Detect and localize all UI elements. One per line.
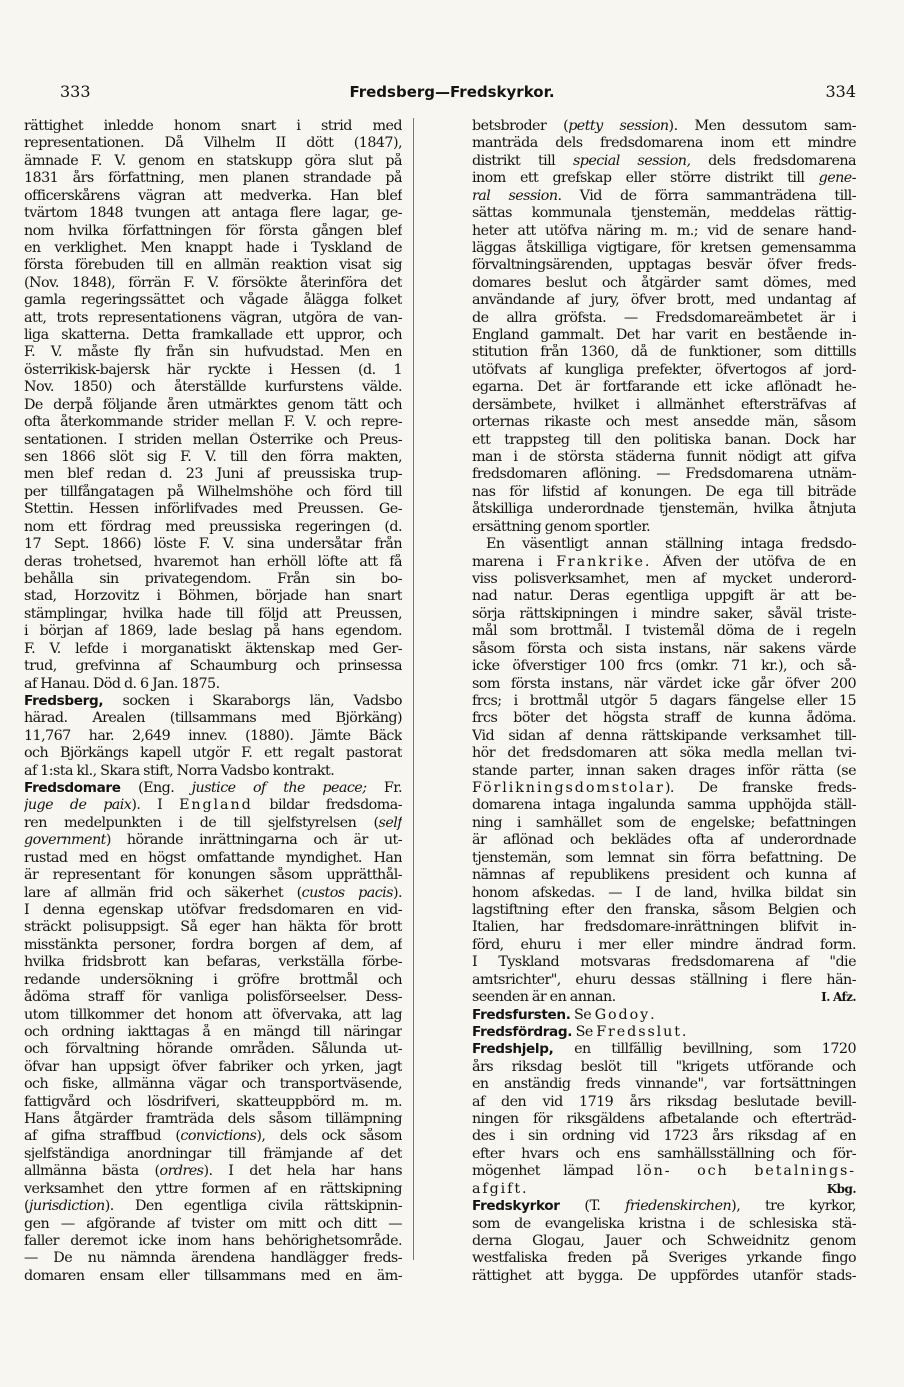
text-line: derna Glogau, Jauer och Schweidnitz genom <box>472 1233 856 1249</box>
text-line: ådöma straff för vanliga polisförseelser. Dess- <box>24 989 402 1006</box>
text-line: honom afskedas. — I de land, hvilka bildat sin <box>472 884 856 901</box>
text-line: stämplingar, hvilka hade till följd att Preussen, <box>24 605 402 622</box>
text-line: trud, grefvinna af Schaumburg och prinsessa <box>24 658 402 675</box>
text-line: hör det fredsdomaren att söka medla mellan tvi- <box>472 745 856 762</box>
text-line: F. V. lefde i morganatiskt äktenskap med Ger- <box>24 640 402 657</box>
text-line: fredsdomaren aflöning. — Fredsdomarena utnäm- <box>472 466 856 483</box>
text-line: sen 1866 slöt sig F. V. till den förra makten, <box>24 449 402 466</box>
text-line: man i de största städerna funnit nödigt att gifva <box>472 449 856 466</box>
text-line: användande af jury, öfver brott, med undantag af <box>472 292 856 309</box>
entry-headword: Fredsfördrag. <box>472 1023 573 1040</box>
text-line: 1831 års författning, men planen strandade på <box>24 170 402 187</box>
text-line: inom ett grefskap eller större distrikt till gene- <box>472 170 856 187</box>
entry-fredskyrkor <box>472 1198 856 1285</box>
text-line: såsom första och sista instans, när sakens värde <box>472 640 856 657</box>
paragraph <box>472 797 856 989</box>
column-divider <box>413 118 414 1260</box>
text-line: frcs; i brottmål utgör 5 dagars fängelse eller 15 <box>472 692 856 709</box>
text-line: Fredsfursten. Se Godoy. <box>472 1006 655 1023</box>
text-line: gamla regeringssättet och vågade ålägga folket <box>24 292 402 309</box>
text-line: nad natur. Deras egentliga uppgift är att be- <box>472 588 856 605</box>
entry-friedrich-wilhelm-continued <box>24 118 402 693</box>
paragraph <box>472 571 856 780</box>
text-line: som första instans, när värdet icke går öfver 200 <box>472 675 856 692</box>
text-line: och förvaltning hörande områden. Sålunda ut- <box>24 1041 402 1058</box>
text-line: I denna egenskap utöfvar fredsdomaren en vid- <box>24 901 402 918</box>
text-line: redande undersökning i gröfre brottmål och <box>24 971 402 988</box>
page-number-right: 334 <box>825 82 856 101</box>
text-line: (jurisdiction). Den egentliga civila rättskipnin- <box>24 1198 402 1215</box>
text-line: viss polisverksamhet, men af mycket underord- <box>472 570 856 587</box>
text-line: österrikisk-bajersk här ryckte i Hessen (d. 1 <box>24 361 402 378</box>
text-line: government) hörande inrättningarna och är ut- <box>24 832 402 849</box>
text-line: 11,767 har. 2,649 innev. (1880). Jämte Bäck <box>24 727 402 744</box>
page-number-left: 333 <box>60 82 91 101</box>
text-line: egarna. Det är fortfarande ett icke aflönadt he- <box>472 379 856 396</box>
entry-headword: Fredsfursten. <box>472 1006 571 1023</box>
text-line: officerskårens vägran att medverka. Han blef <box>24 187 402 204</box>
text-line: faller deremot icke inom hans behörighetsområde. <box>24 1233 402 1249</box>
text-line: Fredskyrkor (T. friedenskirchen), tre kyrkor, <box>472 1198 856 1215</box>
text-line: F. V. måste fly från sin hufvudstad. Men en <box>24 344 402 361</box>
text-line: men blef redan d. 23 Juni af preussiska trup- <box>24 466 402 483</box>
text-line: första förebuden till en allmän reaktion visat sig <box>24 257 402 274</box>
text-line: stad, Horzovitz i Böhmen, började han snart <box>24 588 402 605</box>
text-line: och fiske, allmänna vägar och transportväsende, <box>24 1076 402 1093</box>
entry-headword: Fredsdomare <box>24 780 121 797</box>
text-line: distrikt till special session, dels fredsdomarena <box>472 152 856 169</box>
text-line: härad. Arealen (tillsammans med Björkäng) <box>24 710 402 727</box>
text-line: domaren ensam eller tillsammans med en äm- <box>24 1267 402 1284</box>
text-line: och ordning iakttagas å en mängd till näringar <box>24 1023 402 1040</box>
text-line: misstänkta personer, fordra borgen af dem, af <box>24 936 402 953</box>
text-line: läggas åtskilliga vigtigare, för kretsen gemensamma <box>472 239 856 256</box>
text-line: domarena intaga ingalunda samma upphöjda ställ- <box>472 797 856 814</box>
text-line: nas för lifstid af konungen. De ega till biträde <box>472 483 856 500</box>
text-line: England gammalt. Det har varit en bestående in- <box>472 327 856 344</box>
text-line: öfvar han uppsigt öfver fabriker och yrken, jagt <box>24 1058 402 1075</box>
text-line: deras trohetsed, hvaremot han erhöll löfte att få <box>24 553 402 570</box>
text-line: Italien, har fredsdomare-inrättningen blifvit in- <box>472 919 856 936</box>
text-line: af gifna straffbud (convictions), dels ock såsom <box>24 1128 402 1145</box>
text-line: en verklighet. Men knappt hade i Tyskland de <box>24 239 402 256</box>
text-line: utöfvats af kungliga prefekter, öfvertogos af jord- <box>472 361 856 378</box>
text-line: frcs böter det högsta straff de kunna ådöma. <box>472 710 856 727</box>
text-line: förd, ehuru i mer eller mindre ändrad form. <box>472 936 856 953</box>
text-line: behålla sin privategendom. Från sin bo- <box>24 570 402 587</box>
cross-reference: Fredsslut <box>596 1023 682 1040</box>
text-line: förvaltningsärenden, upptagas besvär öfver freds- <box>472 257 856 274</box>
entry-headword: Fredshjelp, <box>472 1041 554 1058</box>
text-line: Fredsdomare (Eng. justice of the peace; Fr. <box>24 780 402 797</box>
text-line: fattigvård och lösdrifveri, skatteuppbörd m. m. <box>24 1093 402 1110</box>
running-title: Fredsberg—Fredskyrkor. <box>349 83 555 101</box>
text-line: Stettin. Hessen införlifvades med Preussen. Ge- <box>24 501 402 518</box>
entry-fredsdomare <box>24 780 402 1285</box>
cross-reference: Godoy <box>594 1006 651 1023</box>
text-line: heter att utöfva näring m. m.; vid de senare hand- <box>472 222 856 239</box>
text-line: ningen för riksgäldens afbetalande och efterträd- <box>472 1111 856 1128</box>
text-line: domares beslut och åtgärder samt dömes, med <box>472 274 856 291</box>
text-line: stitution från 1360, då de funktioner, som dittills <box>472 344 856 361</box>
text-line: gen — afgörande af tvister om mitt och ditt — <box>24 1215 402 1232</box>
text-line: De derpå följande åren utmärktes genom tätt och <box>24 396 402 413</box>
text-line: af 1:sta kl., Skara stift, Norra Vadsbo kontrakt. <box>24 762 335 779</box>
paragraph <box>24 1216 402 1286</box>
text-line: Nov. 1850) och återställde kurfurstens välde. <box>24 379 402 396</box>
text-line: efter hvars och ens samhällsställning och för- <box>472 1145 856 1162</box>
text-line: juge de paix). I England bildar fredsdoma- <box>24 797 402 814</box>
text-line: per tillfångatagen på Wilhelmshöhe och förd till <box>24 483 402 500</box>
text-line: sentationen. I striden mellan Österrike och Preus- <box>24 431 402 448</box>
text-line: i början af 1869, lade beslag på hans egendom. <box>24 623 402 640</box>
paragraph <box>24 902 402 1128</box>
text-line: ning i samhället som de engelske; befattningen <box>472 814 856 831</box>
text-line: sörja rättskipningen i mindre saker, såväl triste- <box>472 605 856 622</box>
text-line: tvärtom 1848 tvungen att antaga flere lagar, ge- <box>24 205 402 222</box>
text-line: rustad med en högst omfattande myndighet. Han <box>24 849 402 866</box>
text-line: westfaliska freden på Sveriges yrkande fingo <box>472 1250 856 1267</box>
text-line: — De nu nämnda ärendena handlägger freds- <box>24 1250 402 1267</box>
text-line: I Tyskland motsvaras fredsdomarena af "die <box>472 954 856 971</box>
entry-fredsberg <box>24 693 402 780</box>
left-column <box>24 118 402 1285</box>
text-line: representationen. Då Vilhelm II dött (1847), <box>24 135 402 152</box>
text-line: utom tillkommer det honom att öfvervaka, att lag <box>24 1006 402 1023</box>
author-signature: I. Afz. <box>821 990 856 1005</box>
text-line: är representant för konungen såsom upprätthål- <box>24 867 402 884</box>
text-line: Fredshjelp, en tillfällig bevillning, som 1720 <box>472 1041 856 1058</box>
text-line: tjenstemän, som lemnat sin förra befattning. De <box>472 849 856 866</box>
text-line: icke öfverstiger 100 frcs (omkr. 71 kr.), och så- <box>472 658 856 675</box>
text-line: ämnade F. V. genom en statskupp göra slut på <box>24 152 402 169</box>
text-line: af den vid 1719 års riksdag beslutade bevill- <box>472 1093 856 1110</box>
text-line: liga skatterna. Detta framkallade ett uppror, och <box>24 327 402 344</box>
author-signature: Kbg. <box>826 1181 856 1196</box>
text-line: sättas kommunala tjenstemän, meddelas rättig- <box>472 205 856 222</box>
text-line: nämnas af republikens president och kunna af <box>472 867 856 884</box>
text-line: åtskilliga underordnade tjenstemän, hvilka åtnjuta <box>472 501 856 518</box>
text-line: manträda dels fredsdomarena inom ett mindre <box>472 135 856 152</box>
text-line: sträckt polisuppsigt. Så eger han häkta för brott <box>24 919 402 936</box>
text-line: att, trots representationens vägran, utgöra de van- <box>24 309 402 326</box>
text-line: mögenhet lämpad lön- och betalnings- <box>472 1163 856 1180</box>
text-line: ersättning genom sportler. <box>472 518 651 535</box>
text-line: verksamhet den yttre formen af en rättskipning <box>24 1180 402 1197</box>
text-line: ofta återkommande strider mellan F. V. och repre- <box>24 414 402 431</box>
text-line: ett trappsteg till den politiska banan. Dock har <box>472 431 856 448</box>
text-line: Fredsberg, socken i Skaraborgs län, Vadsbo <box>24 692 402 709</box>
right-column <box>472 118 856 1285</box>
text-line: Förlikningsdomstolar). De franske freds- <box>472 780 856 797</box>
text-line: hvilka fridsbrott kan befaras, verkställa förbe- <box>24 954 402 971</box>
text-line: ren medelpunkten i de till sjelfstyrelsen (self <box>24 814 402 831</box>
text-line: mål som brottmål. I tvistemål döma de i regeln <box>472 623 856 640</box>
text-line: En väsentligt annan ställning intaga fredsdo- <box>486 536 856 553</box>
entry-fredsfursten <box>472 1007 856 1024</box>
text-line: lare af allmän frid och säkerhet (custos pacis). <box>24 884 402 901</box>
text-line: rättighet inledde honom snart i strid med <box>24 118 402 134</box>
paragraph <box>472 205 856 536</box>
text-line: nom ett fördrag med preussiska regeringen (d. <box>24 518 402 535</box>
entry-fredshjelp <box>472 1041 856 1198</box>
text-line: betsbroder (petty session). Men dessutom sam- <box>472 118 856 134</box>
entry-fredsfordrag <box>472 1024 856 1041</box>
entry-headword: Fredskyrkor <box>472 1198 560 1215</box>
text-line: är aflönad och beklädes ofta af underordnade <box>472 832 856 849</box>
text-line: lagstiftning efter den franska, såsom Belgien och <box>472 901 856 918</box>
text-line: af Hanau. Död d. 6 Jan. 1875. <box>24 675 220 692</box>
text-line: marena i Frankrike. Äfven der utöfva de en <box>472 553 856 570</box>
text-line: nom hvilka författningen för första gången blef <box>24 222 402 239</box>
text-line: amtsrichter", ehuru dessas ställning i flere hän- <box>472 971 856 988</box>
entry-headword: Fredsberg, <box>24 692 104 709</box>
text-line: Hans åtgärder framträda dels såsom tillämpning <box>24 1111 402 1128</box>
text-line: Fredsfördrag. Se Fredsslut. <box>472 1023 686 1040</box>
text-line: orternas rikaste och mest ansedde män, såsom <box>472 414 856 431</box>
text-line: afgift. Kbg. <box>472 1180 856 1197</box>
text-line: års riksdag beslöt till "krigets utförande och <box>472 1058 856 1075</box>
text-line: 17 Sept. 1866) löste F. V. sina undersåtar från <box>24 536 402 553</box>
text-line: dersämbete, hvilket i allmänhet eftersträfvas af <box>472 396 856 413</box>
text-line: som de evangeliska kristna i de schlesiska stä- <box>472 1215 856 1232</box>
text-line: sjelfständiga anordningar till främjande af det <box>24 1145 402 1162</box>
text-line: (Nov. 1848), förrän F. V. försökte återinföra det <box>24 274 402 291</box>
text-line: allmänna bästa (ordres). I det hela har hans <box>24 1163 402 1180</box>
text-line: ral session. Vid de förra sammanträdena till- <box>472 187 856 204</box>
text-line: en anständig freds vinnande", var fortsättningen <box>472 1076 856 1093</box>
text-line: de allra gröfsta. — Fredsdomareämbetet är i <box>472 309 856 326</box>
text-line: och Björkängs kapell utgör F. ett regalt pastorat <box>24 745 402 762</box>
text-line: seenden är en annan. I. Afz. <box>472 989 856 1006</box>
text-line: rättighet att bygga. De uppfördes utanför stads- <box>472 1267 856 1284</box>
entry-fredsdomare-continued <box>472 118 856 1007</box>
text-line: des i sin ordning vid 1723 års riksdag af en <box>472 1128 856 1145</box>
text-line: Vid sidan af denna rättskipande verksamhet till- <box>472 727 856 744</box>
text-line: stande parter, innan saken drages inför rätta (se <box>472 762 856 779</box>
